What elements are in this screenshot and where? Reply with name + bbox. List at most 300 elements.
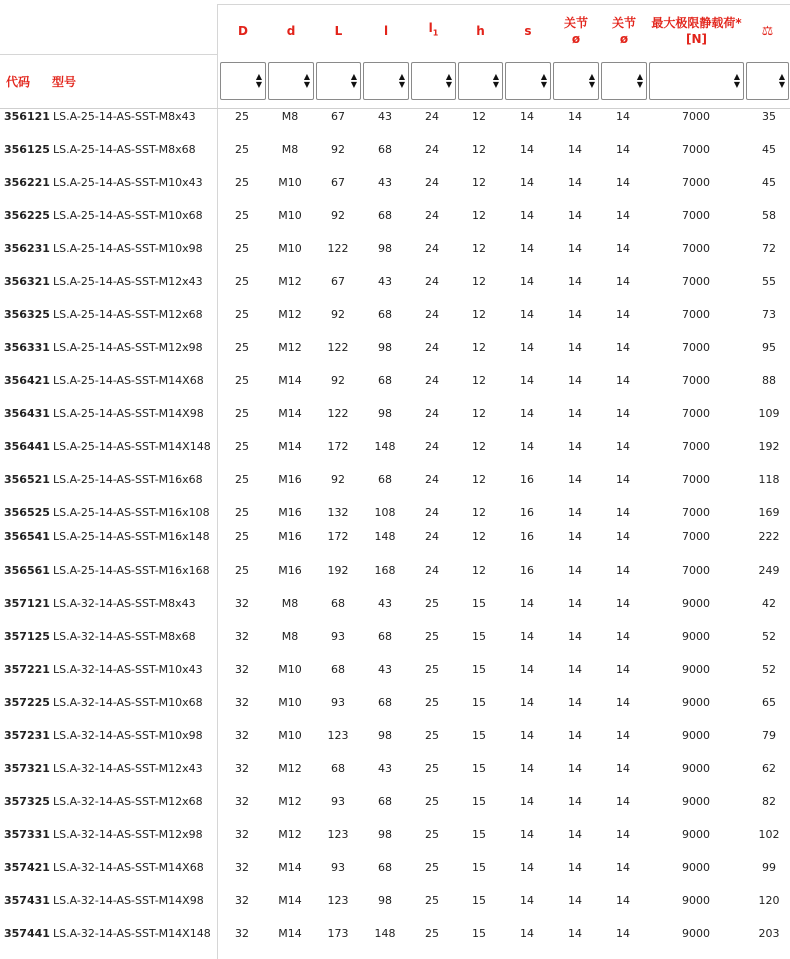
cell-d: M12 [278, 828, 302, 841]
table-row[interactable] [0, 338, 790, 358]
cell-s: 14 [520, 597, 534, 610]
cell-h: 15 [472, 894, 486, 907]
cell-l1: 24 [425, 143, 439, 156]
cell-s: 14 [520, 308, 534, 321]
table-row[interactable] [0, 140, 790, 160]
cell-load: 9000 [682, 597, 710, 610]
cell-l: 43 [378, 663, 392, 676]
cell-joint2: 14 [616, 176, 630, 189]
cell-s: 14 [520, 861, 534, 874]
column-header-load [648, 8, 745, 54]
cell-model: LS.A-25-14-AS-SST-M8x43 [53, 110, 196, 123]
cell-l: 148 [374, 530, 396, 543]
cell-code: 357321 [4, 762, 50, 775]
table-row[interactable] [0, 660, 790, 680]
cell-l1: 24 [425, 407, 439, 420]
cell-code: 357125 [4, 630, 50, 643]
column-header-label: s [524, 24, 532, 38]
sort-arrows-icon: ▲ ▼ [255, 72, 262, 89]
cell-d: M16 [278, 564, 302, 577]
cell-l: 68 [378, 473, 392, 486]
cell-d: M8 [281, 630, 299, 643]
cell-s: 14 [520, 663, 534, 676]
cell-load: 7000 [682, 374, 710, 387]
cell-h: 15 [472, 696, 486, 709]
cell-L: 122 [327, 341, 349, 354]
cell-D: 32 [235, 729, 249, 742]
table-row[interactable] [0, 924, 790, 944]
cell-weight: 95 [762, 341, 776, 354]
table-row[interactable] [0, 470, 790, 490]
cell-h: 12 [472, 407, 486, 420]
table-row[interactable] [0, 726, 790, 746]
cell-s: 14 [520, 176, 534, 189]
cell-joint1: 14 [568, 663, 582, 676]
cell-joint2: 14 [616, 927, 630, 940]
table-row[interactable] [0, 305, 790, 325]
cell-h: 12 [472, 506, 486, 519]
cell-model: LS.A-32-14-AS-SST-M10x68 [53, 696, 203, 709]
cell-joint2: 14 [616, 795, 630, 808]
cell-L: 122 [327, 242, 349, 255]
cell-load: 7000 [682, 176, 710, 189]
cell-weight: 192 [758, 440, 780, 453]
column-header-label: 最大极限静载荷* [651, 16, 742, 30]
cell-l1: 24 [425, 209, 439, 222]
column-header-label: d [286, 24, 296, 38]
cell-l: 148 [374, 927, 396, 940]
cell-h: 12 [472, 440, 486, 453]
filter-select-load[interactable] [649, 62, 744, 100]
cell-l1: 24 [425, 440, 439, 453]
cell-d: M10 [278, 242, 302, 255]
cell-s: 14 [520, 143, 534, 156]
cell-load: 9000 [682, 894, 710, 907]
cell-l1: 24 [425, 473, 439, 486]
sort-arrows-icon: ▲ ▼ [588, 72, 595, 89]
cell-joint1: 14 [568, 762, 582, 775]
cell-s: 16 [520, 564, 534, 577]
cell-D: 25 [235, 110, 249, 123]
cell-l1: 25 [425, 597, 439, 610]
cell-s: 14 [520, 374, 534, 387]
cell-load: 9000 [682, 630, 710, 643]
cell-load: 7000 [682, 506, 710, 519]
table-row[interactable] [0, 825, 790, 845]
column-header-l [362, 8, 410, 54]
cell-h: 15 [472, 762, 486, 775]
cell-h: 12 [472, 308, 486, 321]
column-header-joint2 [600, 8, 648, 54]
cell-weight: 99 [762, 861, 776, 874]
cell-D: 25 [235, 473, 249, 486]
cell-L: 92 [331, 374, 345, 387]
table-row[interactable] [0, 561, 790, 581]
cell-joint2: 14 [616, 564, 630, 577]
code-column-header: 代码 [6, 75, 31, 89]
cell-joint1: 14 [568, 473, 582, 486]
cell-weight: 55 [762, 275, 776, 288]
table-row[interactable] [0, 272, 790, 292]
cell-L: 93 [331, 795, 345, 808]
cell-joint2: 14 [616, 894, 630, 907]
column-header-label-line2: ø [619, 32, 629, 46]
table-row[interactable] [0, 107, 790, 127]
cell-weight: 52 [762, 630, 776, 643]
cell-d: M14 [278, 440, 302, 453]
cell-L: 123 [327, 894, 349, 907]
cell-h: 12 [472, 374, 486, 387]
cell-l: 98 [378, 729, 392, 742]
cell-h: 15 [472, 729, 486, 742]
cell-joint1: 14 [568, 308, 582, 321]
cell-l1: 24 [425, 242, 439, 255]
filter-select-h[interactable] [458, 62, 503, 100]
cell-code: 356321 [4, 275, 50, 288]
table-row[interactable] [0, 437, 790, 457]
cell-s: 14 [520, 696, 534, 709]
cell-l: 168 [374, 564, 396, 577]
cell-model: LS.A-32-14-AS-SST-M14X68 [53, 861, 204, 874]
cell-s: 14 [520, 110, 534, 123]
cell-D: 25 [235, 564, 249, 577]
cell-s: 16 [520, 530, 534, 543]
cell-s: 16 [520, 473, 534, 486]
cell-joint1: 14 [568, 828, 582, 841]
column-header-label: h [476, 24, 485, 38]
cell-L: 68 [331, 663, 345, 676]
cell-load: 9000 [682, 663, 710, 676]
cell-joint1: 14 [568, 209, 582, 222]
cell-joint1: 14 [568, 564, 582, 577]
cell-joint1: 14 [568, 341, 582, 354]
cell-code: 356331 [4, 341, 50, 354]
cell-L: 68 [331, 762, 345, 775]
table-row[interactable] [0, 792, 790, 812]
cell-D: 32 [235, 696, 249, 709]
cell-weight: 102 [758, 828, 780, 841]
cell-d: M14 [278, 927, 302, 940]
cell-weight: 222 [758, 530, 780, 543]
cell-l: 98 [378, 341, 392, 354]
cell-model: LS.A-25-14-AS-SST-M12x43 [53, 275, 203, 288]
cell-l1: 25 [425, 795, 439, 808]
cell-s: 14 [520, 341, 534, 354]
cell-l1: 24 [425, 308, 439, 321]
table-row[interactable] [0, 206, 790, 226]
cell-h: 15 [472, 861, 486, 874]
cell-model: LS.A-32-14-AS-SST-M14X148 [53, 927, 211, 940]
column-header-joint1 [552, 8, 600, 54]
sort-arrows-icon: ▲ ▼ [303, 72, 310, 89]
cell-code: 356231 [4, 242, 50, 255]
cell-code: 357221 [4, 663, 50, 676]
cell-d: M10 [278, 696, 302, 709]
cell-D: 32 [235, 630, 249, 643]
cell-code: 356225 [4, 209, 50, 222]
cell-l1: 24 [425, 564, 439, 577]
cell-weight: 79 [762, 729, 776, 742]
cell-d: M14 [278, 861, 302, 874]
cell-model: LS.A-25-14-AS-SST-M12x68 [53, 308, 203, 321]
cell-model: LS.A-32-14-AS-SST-M12x43 [53, 762, 203, 775]
filter-select-L[interactable] [316, 62, 361, 100]
cell-load: 7000 [682, 341, 710, 354]
cell-joint1: 14 [568, 275, 582, 288]
table-row[interactable] [0, 371, 790, 391]
column-header-label: l [383, 24, 389, 38]
cell-L: 192 [327, 564, 349, 577]
cell-h: 12 [472, 209, 486, 222]
cell-l1: 25 [425, 927, 439, 940]
cell-joint2: 14 [616, 110, 630, 123]
cell-joint1: 14 [568, 795, 582, 808]
cell-h: 12 [472, 473, 486, 486]
cell-L: 68 [331, 597, 345, 610]
cell-D: 25 [235, 308, 249, 321]
cell-s: 14 [520, 630, 534, 643]
cell-s: 14 [520, 894, 534, 907]
cell-l: 98 [378, 894, 392, 907]
cell-joint1: 14 [568, 143, 582, 156]
cell-d: M12 [278, 341, 302, 354]
cell-l1: 24 [425, 275, 439, 288]
cell-s: 14 [520, 275, 534, 288]
table-row[interactable] [0, 858, 790, 878]
table-row[interactable] [0, 693, 790, 713]
cell-model: LS.A-25-14-AS-SST-M16x68 [53, 473, 203, 486]
table-row[interactable] [0, 173, 790, 193]
cell-l: 68 [378, 795, 392, 808]
cell-h: 12 [472, 110, 486, 123]
cell-weight: 72 [762, 242, 776, 255]
column-header-l1 [410, 8, 457, 54]
cell-l1: 25 [425, 630, 439, 643]
table-row[interactable] [0, 891, 790, 911]
cell-model: LS.A-32-14-AS-SST-M12x68 [53, 795, 203, 808]
cell-L: 93 [331, 630, 345, 643]
cell-joint1: 14 [568, 894, 582, 907]
cell-D: 32 [235, 597, 249, 610]
filter-select-l[interactable] [363, 62, 409, 100]
cell-load: 7000 [682, 209, 710, 222]
cell-joint1: 14 [568, 242, 582, 255]
cell-model: LS.A-25-14-AS-SST-M10x68 [53, 209, 203, 222]
sort-arrows-icon: ▲ ▼ [778, 72, 785, 89]
cell-model: LS.A-25-14-AS-SST-M14X98 [53, 407, 204, 420]
cell-h: 15 [472, 828, 486, 841]
cell-s: 14 [520, 795, 534, 808]
cell-d: M14 [278, 894, 302, 907]
cell-l1: 25 [425, 762, 439, 775]
column-header-subscript: 1 [432, 28, 439, 38]
cell-l1: 25 [425, 663, 439, 676]
cell-code: 356561 [4, 564, 50, 577]
filter-select-D[interactable] [220, 62, 266, 100]
cell-load: 9000 [682, 762, 710, 775]
sort-arrows-icon: ▲ ▼ [445, 72, 452, 89]
table-row[interactable] [0, 503, 790, 523]
cell-code: 356541 [4, 530, 50, 543]
cell-D: 25 [235, 176, 249, 189]
cell-d: M16 [278, 506, 302, 519]
filter-select-weight[interactable] [746, 62, 789, 100]
cell-s: 14 [520, 927, 534, 940]
cell-load: 7000 [682, 308, 710, 321]
cell-D: 32 [235, 894, 249, 907]
cell-load: 9000 [682, 795, 710, 808]
cell-weight: 169 [758, 506, 780, 519]
column-header-label-line2: ø [571, 32, 581, 46]
cell-h: 15 [472, 663, 486, 676]
cell-D: 25 [235, 530, 249, 543]
cell-s: 14 [520, 209, 534, 222]
cell-code: 356421 [4, 374, 50, 387]
cell-joint2: 14 [616, 275, 630, 288]
cell-D: 25 [235, 506, 249, 519]
cell-weight: 58 [762, 209, 776, 222]
cell-joint1: 14 [568, 440, 582, 453]
cell-model: LS.A-32-14-AS-SST-M10x98 [53, 729, 203, 742]
cell-load: 9000 [682, 927, 710, 940]
cell-joint1: 14 [568, 110, 582, 123]
cell-d: M10 [278, 663, 302, 676]
cell-l: 43 [378, 176, 392, 189]
cell-code: 357431 [4, 894, 50, 907]
table-row[interactable] [0, 239, 790, 259]
cell-load: 9000 [682, 696, 710, 709]
sort-arrows-icon: ▲ ▼ [636, 72, 643, 89]
cell-load: 7000 [682, 564, 710, 577]
sort-arrows-icon: ▲ ▼ [540, 72, 547, 89]
cell-h: 12 [472, 176, 486, 189]
column-header-label: D [238, 24, 248, 38]
cell-D: 25 [235, 275, 249, 288]
cell-h: 12 [472, 530, 486, 543]
cell-joint2: 14 [616, 762, 630, 775]
cell-model: LS.A-32-14-AS-SST-M14X98 [53, 894, 204, 907]
cell-L: 92 [331, 143, 345, 156]
cell-joint1: 14 [568, 407, 582, 420]
cell-l: 68 [378, 374, 392, 387]
cell-weight: 82 [762, 795, 776, 808]
cell-s: 14 [520, 242, 534, 255]
cell-code: 357225 [4, 696, 50, 709]
cell-joint1: 14 [568, 696, 582, 709]
cell-s: 14 [520, 762, 534, 775]
cell-joint2: 14 [616, 597, 630, 610]
cell-d: M10 [278, 209, 302, 222]
cell-model: LS.A-25-14-AS-SST-M14X148 [53, 440, 211, 453]
table-row[interactable] [0, 527, 790, 547]
cell-joint1: 14 [568, 927, 582, 940]
column-header-label: 关节 [563, 16, 588, 30]
filter-select-joint2[interactable] [601, 62, 647, 100]
table-row[interactable] [0, 594, 790, 614]
cell-model: LS.A-32-14-AS-SST-M8x68 [53, 630, 196, 643]
cell-joint2: 14 [616, 663, 630, 676]
cell-d: M16 [278, 530, 302, 543]
cell-load: 9000 [682, 828, 710, 841]
column-header-label: l [428, 21, 433, 36]
cell-L: 93 [331, 861, 345, 874]
cell-d: M8 [281, 143, 299, 156]
cell-joint1: 14 [568, 374, 582, 387]
cell-L: 172 [327, 440, 349, 453]
cell-d: M16 [278, 473, 302, 486]
cell-joint1: 14 [568, 506, 582, 519]
table-row[interactable] [0, 759, 790, 779]
cell-h: 12 [472, 341, 486, 354]
cell-joint2: 14 [616, 729, 630, 742]
cell-l1: 25 [425, 696, 439, 709]
cell-load: 9000 [682, 729, 710, 742]
cell-L: 173 [327, 927, 349, 940]
cell-model: LS.A-25-14-AS-SST-M16x168 [53, 564, 210, 577]
cell-code: 356125 [4, 143, 50, 156]
cell-l1: 24 [425, 110, 439, 123]
cell-joint2: 14 [616, 143, 630, 156]
cell-joint2: 14 [616, 407, 630, 420]
cell-load: 7000 [682, 143, 710, 156]
cell-model: LS.A-32-14-AS-SST-M8x43 [53, 597, 196, 610]
cell-d: M8 [281, 597, 299, 610]
cell-weight: 62 [762, 762, 776, 775]
cell-D: 32 [235, 927, 249, 940]
cell-joint1: 14 [568, 597, 582, 610]
cell-l1: 24 [425, 176, 439, 189]
column-header-L [315, 8, 362, 54]
cell-D: 32 [235, 663, 249, 676]
cell-model: LS.A-25-14-AS-SST-M16x108 [53, 506, 210, 519]
cell-joint1: 14 [568, 729, 582, 742]
filter-select-s[interactable] [505, 62, 551, 100]
cell-D: 25 [235, 209, 249, 222]
cell-joint2: 14 [616, 530, 630, 543]
cell-joint2: 14 [616, 630, 630, 643]
filter-select-joint1[interactable] [553, 62, 599, 100]
cell-code: 356431 [4, 407, 50, 420]
column-header-D [219, 8, 267, 54]
cell-weight: 109 [758, 407, 780, 420]
filter-select-l1[interactable] [411, 62, 456, 100]
cell-l1: 25 [425, 729, 439, 742]
filter-select-d[interactable] [268, 62, 314, 100]
table-row[interactable] [0, 627, 790, 647]
cell-weight: 52 [762, 663, 776, 676]
cell-code: 357441 [4, 927, 50, 940]
cell-l1: 24 [425, 506, 439, 519]
cell-d: M14 [278, 374, 302, 387]
cell-code: 357231 [4, 729, 50, 742]
cell-d: M10 [278, 729, 302, 742]
cell-L: 123 [327, 828, 349, 841]
cell-s: 14 [520, 440, 534, 453]
cell-load: 7000 [682, 407, 710, 420]
cell-h: 15 [472, 597, 486, 610]
cell-code: 356525 [4, 506, 50, 519]
cell-h: 15 [472, 630, 486, 643]
scale-icon: ⚖ [761, 23, 774, 39]
table-row[interactable] [0, 404, 790, 424]
cell-load: 7000 [682, 110, 710, 123]
cell-joint2: 14 [616, 374, 630, 387]
cell-code: 357325 [4, 795, 50, 808]
cell-L: 132 [327, 506, 349, 519]
column-header-weight [745, 8, 790, 54]
cell-d: M14 [278, 407, 302, 420]
cell-D: 25 [235, 341, 249, 354]
